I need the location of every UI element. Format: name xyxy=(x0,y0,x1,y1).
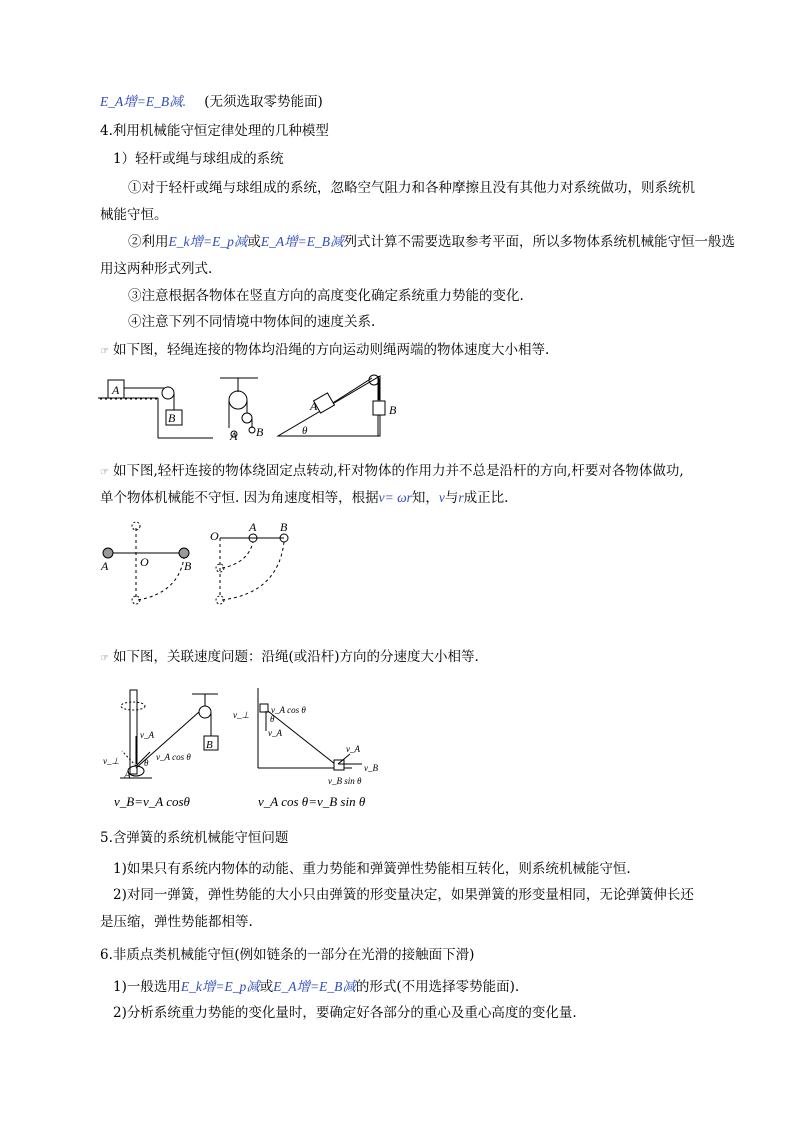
text-fragment: 列式计算不需要选取参考平面，所以多物体系统机械能守恒一般选 xyxy=(343,234,735,250)
label-theta: θ xyxy=(302,425,308,437)
rod-note-line-2 xyxy=(100,489,508,507)
text-fragment: 1)一般选用 xyxy=(113,979,181,995)
paragraph-1-line-1: ①对于轻杆或绳与球组成的系统，忽略空气阻力和各种摩擦且没有其他力对系统做功，则系统机 xyxy=(128,180,695,196)
text-fragment: 与 xyxy=(444,490,459,506)
left-theta: θ xyxy=(144,758,149,768)
label-a: A xyxy=(112,383,120,397)
right-vbsin: v_B sin θ xyxy=(328,776,362,786)
formula-ek-ep: E_k增=E_p减 xyxy=(168,234,248,249)
subsection-1-heading: 1）轻杆或绳与球组成的系统 xyxy=(113,151,284,167)
paragraph-1-line-2: 械能守恒。 xyxy=(100,207,168,223)
rod-label-o2: O xyxy=(210,529,219,543)
section-6-heading: 6.非质点类机械能守恒(例如链条的一部分在光滑的接触面下滑) xyxy=(100,947,475,963)
energy-formula: E_A增=E_B减. xyxy=(100,94,186,109)
zero-level-note: (无须选取零势能面) xyxy=(204,94,323,110)
section-4-heading: 4.利用机械能守恒定律处理的几种模型 xyxy=(100,123,329,139)
text-fragment: 的形式(不用选择零势能面). xyxy=(355,979,520,995)
text-fragment: 成正比. xyxy=(463,490,509,506)
formula-ea-eb: E_A增=E_B减 xyxy=(273,979,356,994)
rope-note-text: 如下图，轻绳连接的物体均沿绳的方向运动则绳两端的物体速度大小相等. xyxy=(112,342,550,358)
linked-velocity-text: 如下图，关联速度问题：沿绳(或沿杆)方向的分速度大小相等. xyxy=(112,649,479,665)
left-b: B xyxy=(206,739,213,751)
pointing-hand-icon: ☞ xyxy=(100,653,109,664)
pointing-hand-icon: ☞ xyxy=(100,346,109,357)
rod-label-b: B xyxy=(184,559,192,573)
text-fragment: 或 xyxy=(247,234,261,250)
section-5-item-1: 1)如果只有系统内物体的动能、重力势能和弹簧弹性势能相互转化，则系统机械能守恒. xyxy=(113,861,631,877)
label-a2: A xyxy=(230,429,238,443)
paragraph-2-line-1 xyxy=(128,233,735,251)
paragraph-4: ④注意下列不同情境中物体间的速度关系. xyxy=(128,314,376,330)
paragraph-3: ③注意根据各物体在竖直方向的高度变化确定系统重力势能的变化. xyxy=(128,288,524,304)
label-b: B xyxy=(168,411,176,425)
paragraph-2-line-2: 用这两种形式列式. xyxy=(100,261,213,277)
formula-ea-eb: E_A增=E_B减 xyxy=(260,234,344,249)
right-equation: v_A cos θ=v_B sin θ xyxy=(258,794,366,809)
right-vperp: v_⊥ xyxy=(233,710,250,720)
label-a3: A xyxy=(310,399,318,413)
linked-velocity-note xyxy=(100,648,479,668)
section-5-item-2-line-2: 是压缩，弹性势能都相等. xyxy=(100,914,253,930)
rod-label-o: O xyxy=(140,555,149,569)
left-a: A xyxy=(124,769,131,781)
rotating-rods-figure xyxy=(98,518,298,610)
text-fragment: 或 xyxy=(259,979,274,995)
right-va: v_A xyxy=(268,728,282,738)
right-vacos: v_A cos θ xyxy=(271,705,306,715)
rope-systems-figure xyxy=(98,368,398,448)
rod-label-a: A xyxy=(101,559,109,573)
formula-v-omega-r: v= ωr xyxy=(378,490,412,505)
section-5-heading: 5.含弹簧的系统机械能守恒问题 xyxy=(100,830,289,846)
text-fragment: ②利用 xyxy=(128,234,169,250)
rod-note-line-1 xyxy=(100,462,684,482)
rod-note-text: 如下图,轻杆连接的物体绕固定点转动,杆对物体的作用力并不总是沿杆的方向,杆要对各物体做功, xyxy=(112,463,684,479)
label-b2: B xyxy=(256,425,264,439)
rope-note xyxy=(100,341,549,361)
text-fragment: 知， xyxy=(411,490,439,506)
section-5-item-2-line-1: 2)对同一弹簧，弹性势能的大小只由弹簧的形变量决定，如果弹簧的形变量相同，无论弹簧伸长还 xyxy=(113,887,694,903)
label-b3: B xyxy=(389,403,397,417)
pointing-hand-icon: ☞ xyxy=(100,467,109,478)
right-va2: v_A xyxy=(346,744,360,754)
energy-equation-line xyxy=(100,93,323,111)
rod-label-b2: B xyxy=(280,520,288,534)
symbol-v: v xyxy=(438,490,445,505)
linked-velocity-figure xyxy=(100,686,380,814)
left-va: v_A xyxy=(140,730,154,740)
rod-label-a2: A xyxy=(249,520,257,534)
section-6-item-2: 2)分析系统重力势能的变化量时，要确定好各部分的重心及重心高度的变化量. xyxy=(113,1005,577,1021)
left-equation: v_B=v_A cosθ xyxy=(114,794,190,809)
text-fragment: 单个物体机械能不守恒. 因为角速度相等，根据 xyxy=(100,490,379,506)
right-theta: θ xyxy=(270,714,275,724)
left-vperp: v_⊥ xyxy=(103,756,120,766)
left-vacos: v_A cos θ xyxy=(156,752,191,762)
symbol-r: r xyxy=(458,490,464,505)
section-6-item-1 xyxy=(113,978,519,996)
formula-ek-ep: E_k增=E_p减 xyxy=(180,979,260,994)
right-vb: v_B xyxy=(364,763,378,773)
